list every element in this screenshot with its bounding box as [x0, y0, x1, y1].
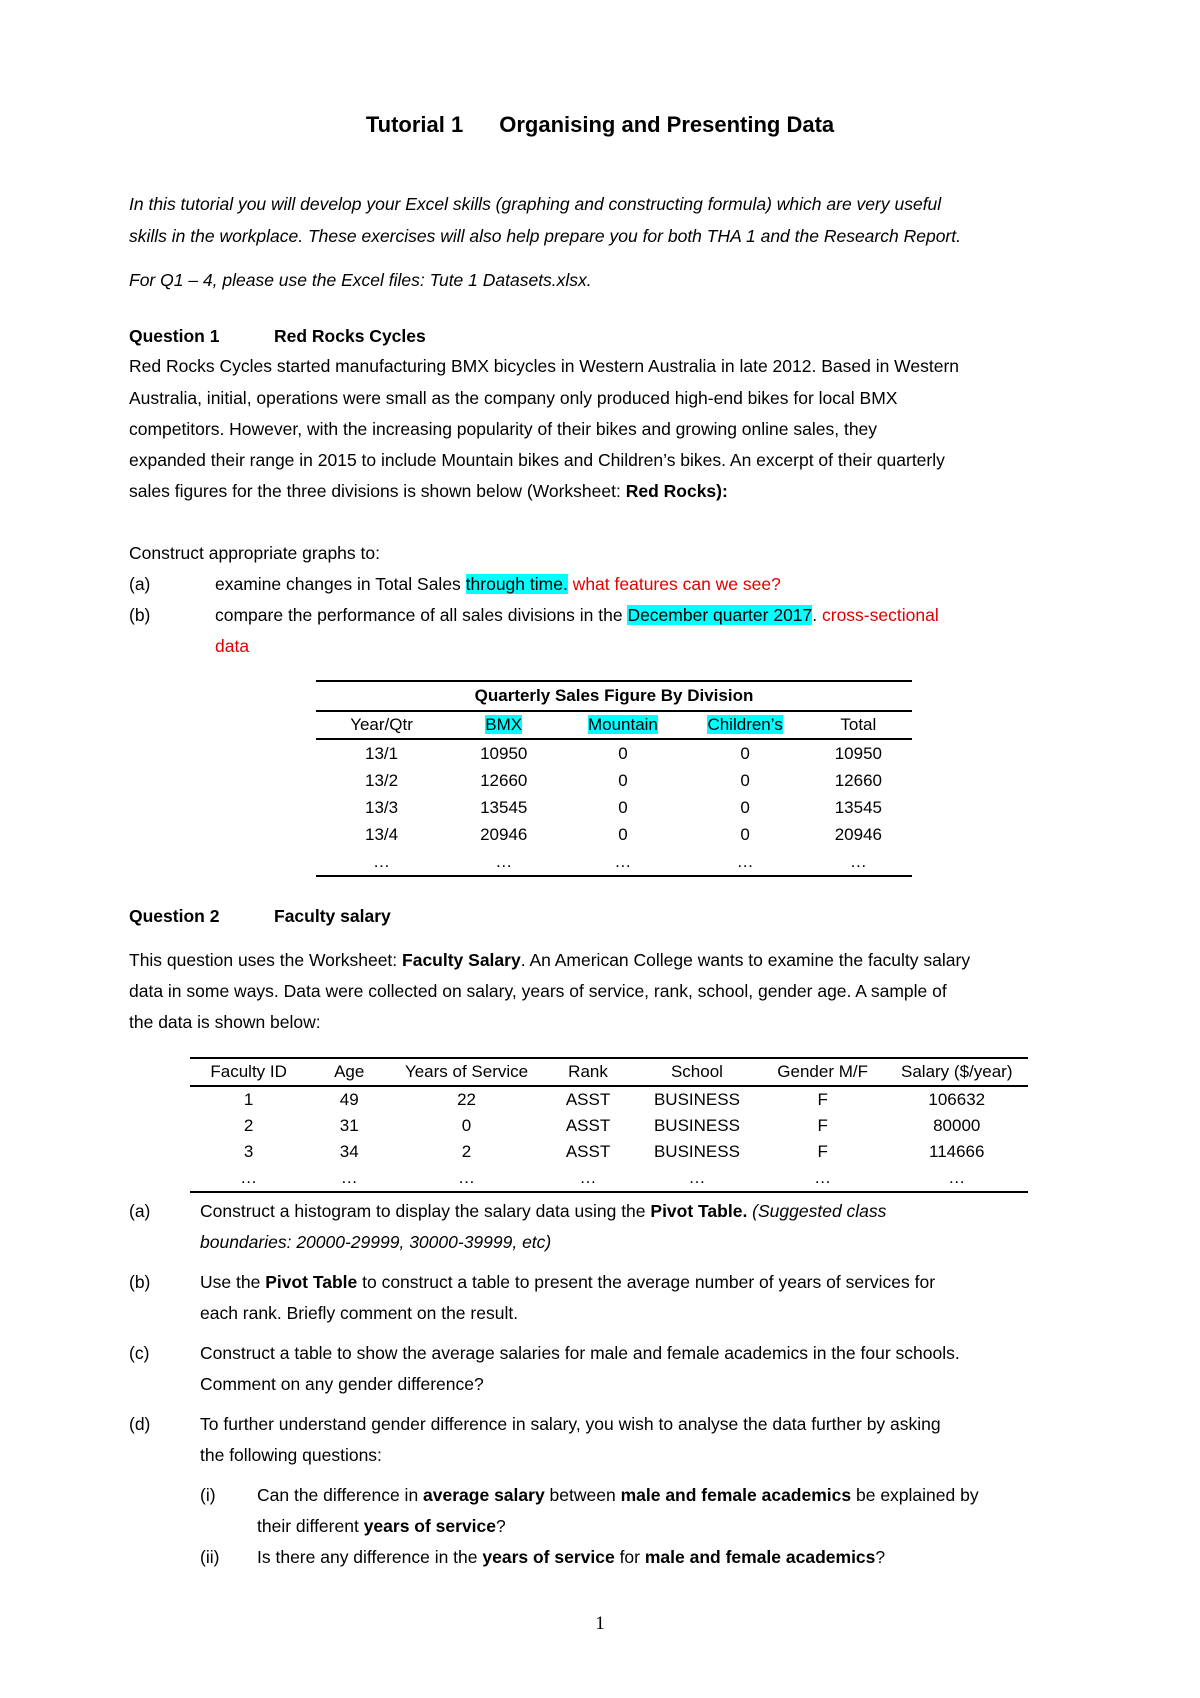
table-cell: 20946	[834, 824, 882, 844]
item-label: (c)	[129, 1343, 150, 1363]
red-annotation: cross-sectional	[822, 605, 939, 625]
column-header: Children’s	[686, 711, 805, 739]
worksheet-name-red-rocks: Red Rocks	[625, 481, 717, 501]
quarterly-sales-table	[316, 680, 912, 877]
table-cell: ASST	[565, 1142, 611, 1161]
table-cell: 0	[740, 770, 750, 790]
table-cell: …	[340, 1168, 358, 1187]
table-cell: 0	[618, 743, 628, 763]
table-cell: 49	[339, 1090, 359, 1109]
item-label: (b)	[129, 1272, 151, 1292]
table-cell: 13545	[480, 797, 528, 817]
table-cell: 0	[740, 743, 750, 763]
q2-item-b-continued: each rank. Briefly comment on the result.	[200, 1303, 519, 1323]
intro-line-3: For Q1 – 4, please use the Excel files: Tute 1 Datasets.xlsx.	[129, 270, 592, 290]
red-annotation: what features can we see?	[567, 574, 781, 594]
q1-para-line-last: sales figures for the three divisions is shown below (Worksheet: Red Rocks):	[129, 481, 728, 501]
intro-line-1: In this tutorial you will develop your Excel skills (graphing and constructing formula) which are very useful	[129, 194, 942, 214]
table-cell: 3	[243, 1142, 254, 1161]
worksheet-name-faculty-salary: Faculty Salary	[402, 950, 521, 970]
table-cell: F	[817, 1142, 828, 1161]
item-label: (a)	[129, 574, 151, 594]
table-cell: F	[817, 1090, 828, 1109]
table-cell: 80000	[933, 1116, 981, 1135]
table-row	[316, 739, 912, 767]
table-cell: 12660	[834, 770, 882, 790]
q2-para-line: data in some ways. Data were collected on salary, years of service, rank, school, gender age. A sample of	[129, 981, 947, 1001]
q1-para-line: competitors. However, with the increasing popularity of their bikes and growing online sales, they	[129, 419, 878, 439]
title-topic: Organising and Presenting Data	[499, 112, 835, 137]
highlight-december-quarter: December quarter 2017	[627, 605, 813, 625]
table-row	[190, 1139, 1028, 1165]
column-header: Year/Qtr	[316, 711, 447, 739]
table-cell: …	[373, 851, 391, 871]
item-label: (ii)	[200, 1547, 220, 1567]
table-cell: 20946	[480, 824, 528, 844]
q2-item-d-continued: the following questions:	[200, 1445, 382, 1465]
faculty-salary-table	[190, 1057, 1028, 1193]
table-cell: 0	[740, 797, 750, 817]
table-cell: 0	[618, 797, 628, 817]
table-cell: 2	[461, 1142, 472, 1161]
table-cell: 106632	[928, 1090, 986, 1109]
column-header: Total	[805, 711, 912, 739]
table-cell: …	[579, 1168, 597, 1187]
table-header-row	[316, 711, 912, 739]
title-tutorial-number: Tutorial 1	[365, 112, 464, 137]
table-cell: 0	[461, 1116, 472, 1135]
question-1-number: Question 1	[129, 326, 220, 346]
table-cell: 13545	[834, 797, 882, 817]
item-label: (b)	[129, 605, 151, 625]
item-label: (d)	[129, 1414, 151, 1434]
table-cell: 31	[339, 1116, 359, 1135]
table-cell: 114666	[929, 1142, 985, 1161]
table-cell: 22	[457, 1090, 476, 1109]
table-cell: BUSINESS	[653, 1090, 740, 1109]
table-row	[190, 1113, 1028, 1139]
table-cell: BUSINESS	[653, 1116, 740, 1135]
table-cell: 10950	[480, 743, 528, 763]
q1-para-line: expanded their range in 2015 to include Mountain bikes and Children’s bikes. An excerpt of their quarterly	[129, 450, 945, 470]
table-cell: 10950	[834, 743, 882, 763]
table-row	[316, 794, 912, 821]
table-cell: …	[736, 851, 754, 871]
table-cell: 1	[243, 1090, 254, 1109]
item-label: (i)	[200, 1485, 216, 1505]
table-cell: …	[614, 851, 632, 871]
table-cell: 12660	[480, 770, 528, 790]
table-row	[316, 767, 912, 794]
page-number: 1	[595, 1613, 605, 1634]
column-header: Rank	[542, 1058, 634, 1086]
column-header: Faculty ID	[190, 1058, 307, 1086]
document-page: Tutorial 1 Organising and Presenting Data In this tutorial you will develop your Excel skills (graphing and constructing formula) which are very useful skills in the workplace. These exercises will also help prepare you for both THA 1 and the Research Report. For Q1 – 4, please use the Excel files: Tute 1 Datasets.xlsx. Question 1 Red Rocks Cycles Red Rocks Cycles started manufacturing BMX bicycles in Western Australia in late 2012. Based in Western Australia, initial, operations were small as the company only produced high-end bikes for local BMX competitors. However, with the increasing popularity of their bikes and growing online sales, they expanded their range in 2015 to include Mountain bikes and Children’s bikes. An excerpt of their quarterly sales figures for the three divisions is shown below (Worksheet: Red Rocks): Construct appropriate graphs to: (a) examine changes in Total Sales through time. what features can we see? (b) compare the performance of all sales divisions in the December quarter 2017. cross-sectional data Quarterly Sales Figure By Division Year/Qtr BMX Mountain Children’s Total 13/1 10950 0 0 10950 13/2 12660 0 0 12660 13/3 13545 0 0 13545 13/4 20946 0 0 20946 … … … … … Question 2 Faculty salary This question uses the Worksheet: Faculty Salary. An American College wants to examine the faculty salary data in some ways. Data were collected on salary, years of service, rank, school, gender age. A sample of the data is shown below: Faculty ID Age Years of Service Rank School Gender M/F Salary ($/year) 1 49 22 ASST BUSINESS F 106632 2 31 0 ASST BUSINESS F 80000 3 34 2 ASST BUSINESS F 114666 … … … … … … … (a) Construct a histogram to display the salary data using the Pivot Table. (Suggested class boundaries: 20000-29999, 30000-39999, etc) (b) Use the Pivot Table to construct a table to present the average number of years of services for each rank. Briefly comment on the result. (c) Construct a table to show the average salaries for male and female academics in the four schools. Comment on any gender difference? (d) To further understand gender difference in salary, you wish to analyse the data further by asking the following questions: (i) Can the difference in average salary between male and female academics be explained by their different years of service? (ii) Is there any difference in the years of service for male and female academics? 1	[0, 0, 1200, 1698]
highlight-through-time: through time.	[465, 574, 568, 594]
column-header: BMX	[447, 711, 560, 739]
table-cell: …	[849, 851, 867, 871]
table-cell: …	[458, 1168, 476, 1187]
table-header-row	[190, 1058, 1028, 1086]
table-cell: …	[948, 1168, 966, 1187]
table-cell: 13/3	[365, 797, 399, 817]
question-2-title: Faculty salary	[274, 906, 391, 926]
table-row	[316, 821, 912, 848]
table-cell: ASST	[565, 1090, 611, 1109]
table-cell: 0	[740, 824, 750, 844]
red-annotation-continued: data	[215, 636, 250, 656]
table-cell: 13/1	[365, 743, 399, 763]
table-cell: 13/4	[365, 824, 399, 844]
column-header: Salary ($/year)	[885, 1058, 1028, 1086]
table-cell: ASST	[565, 1116, 611, 1135]
intro-line-2: skills in the workplace. These exercises will also help prepare you for both THA 1 and the Research Report.	[129, 226, 961, 246]
table-row	[316, 848, 912, 876]
table-cell: …	[495, 851, 513, 871]
table-cell: 2	[243, 1116, 254, 1135]
q1-para-line: Australia, initial, operations were small as the company only produced high-end bikes for local BMX	[129, 388, 898, 408]
column-header: Years of Service	[391, 1058, 542, 1086]
table-cell: BUSINESS	[653, 1142, 740, 1161]
q2-item-c-continued: Comment on any gender difference?	[200, 1374, 484, 1394]
question-1-title: Red Rocks Cycles	[274, 326, 426, 346]
column-header: Age	[307, 1058, 391, 1086]
q2-subitem-i-continued: their different years of service?	[257, 1516, 506, 1536]
question-2-number: Question 2	[129, 906, 220, 926]
column-header: School	[634, 1058, 760, 1086]
question-1-heading	[129, 326, 729, 347]
table-cell: …	[240, 1168, 258, 1187]
q2-item-a-continued: boundaries: 20000-29999, 30000-39999, etc)	[200, 1232, 552, 1252]
item-label: (a)	[129, 1201, 151, 1221]
column-header: Gender M/F	[760, 1058, 886, 1086]
q2-para-line: This question uses the Worksheet: Faculty Salary. An American College wants to examine the faculty salary	[129, 950, 971, 970]
column-header: Mountain	[560, 711, 685, 739]
table-cell: 0	[618, 824, 628, 844]
table-caption: Quarterly Sales Figure By Division	[474, 686, 754, 705]
q1-construct-line: Construct appropriate graphs to:	[129, 543, 380, 563]
table-row	[190, 1086, 1028, 1113]
q2-para-line: the data is shown below:	[129, 1012, 321, 1032]
table-cell: 34	[339, 1142, 359, 1161]
page-title	[0, 112, 1200, 138]
table-cell: F	[817, 1116, 828, 1135]
table-cell: 13/2	[365, 770, 399, 790]
question-2-heading	[129, 906, 729, 927]
table-caption-row	[316, 681, 912, 711]
q1-para-line: Red Rocks Cycles started manufacturing BMX bicycles in Western Australia in late 2012. Based in Western	[129, 356, 960, 376]
table-cell: …	[814, 1168, 832, 1187]
table-row	[190, 1165, 1028, 1192]
table-cell: …	[688, 1168, 706, 1187]
table-cell: 0	[618, 770, 628, 790]
